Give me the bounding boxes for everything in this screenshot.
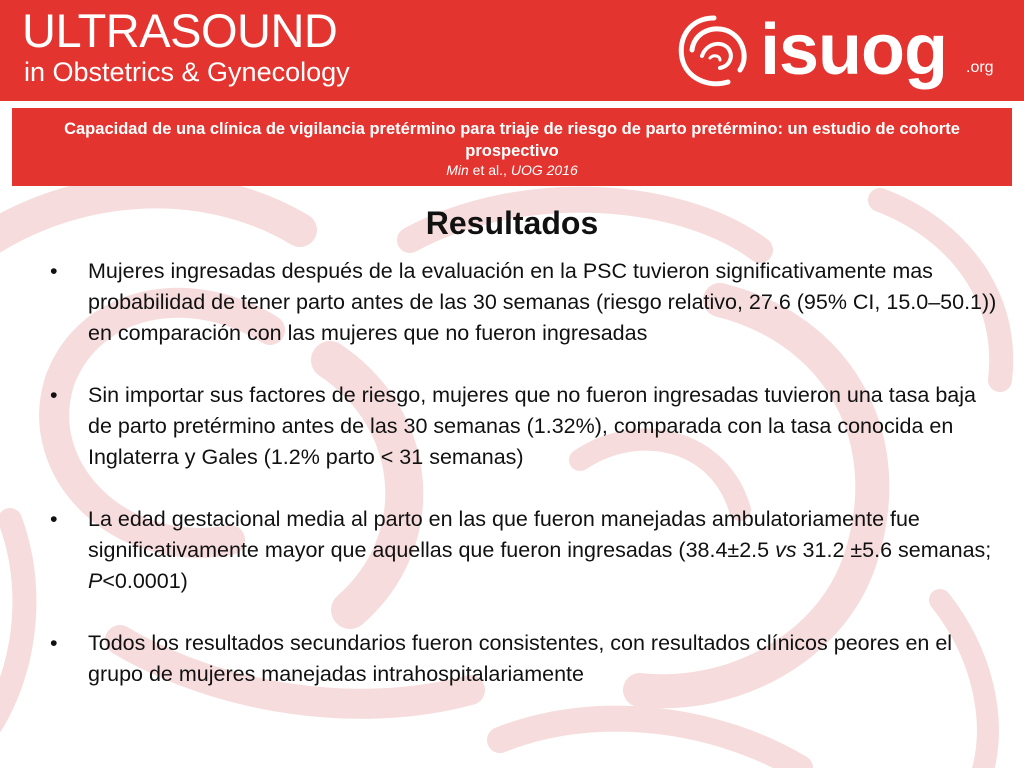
- bullet-text-vs: vs: [775, 538, 797, 562]
- bullet-marker: •: [50, 507, 58, 531]
- bullet-text: Mujeres ingresadas después de la evaluación en la PSC tuvieron significativamente mas probabilidad de tener parto antes de las 30 semanas (riesgo relativo, 27.6 (95% CI, 15.0–50.1)) en comparación con las mujeres que no fueron ingresadas: [88, 259, 997, 345]
- study-title: Capacidad de una clínica de vigilancia pretérmino para triaje de riesgo de parto pretérmino: un estudio de cohorte prospectivo: [64, 120, 960, 160]
- isuog-domain-suffix: .org: [966, 59, 994, 76]
- bullet-text-p: P: [88, 569, 103, 593]
- bullet-text: [88, 507, 991, 593]
- journal-header: [0, 0, 1024, 101]
- journal-title: ULTRASOUND: [22, 4, 338, 57]
- reference-author: Min: [446, 162, 469, 178]
- bullet-marker: •: [50, 631, 58, 655]
- bullet-text-part: 31.2 ±5.6 semanas;: [796, 538, 992, 562]
- isuog-swirl-icon: [672, 10, 756, 94]
- bullet-item: [48, 256, 998, 349]
- reference-journal: UOG 2016: [510, 162, 578, 178]
- bullet-marker: •: [50, 383, 58, 407]
- bullet-marker: •: [50, 259, 58, 283]
- journal-subtitle: in Obstetrics & Gynecology: [24, 57, 350, 87]
- citation-box: [12, 108, 1012, 186]
- bullet-item: [48, 380, 998, 473]
- isuog-logo: [672, 10, 1012, 94]
- bullet-text-part: <0.0001): [102, 569, 188, 593]
- results-bullet-list: [48, 256, 998, 690]
- bullet-text: Sin importar sus factores de riesgo, mujeres que no fueron ingresadas tuvieron una tasa baja de parto pretérmino antes de las 30 semanas (1.32%), comparada con la tasa conocida en Inglaterra y Gales (1.2% parto < 31 semanas): [88, 383, 976, 469]
- header-divider: [0, 101, 1024, 105]
- bullet-text-part: La edad gestacional media al parto en las que fueron manejadas ambulatoriamente fue significativamente mayor que aquellas que fueron ingresadas (38.4±2.5: [88, 507, 920, 562]
- bullet-item: [48, 628, 998, 690]
- isuog-wordmark: isuog: [760, 10, 947, 90]
- study-reference: [12, 162, 1012, 179]
- bullet-item: [48, 504, 998, 597]
- bullet-text: Todos los resultados secundarios fueron consistentes, con resultados clínicos peores en el grupo de mujeres manejadas intrahospitalariamente: [88, 631, 953, 686]
- reference-etal: et al.,: [468, 162, 511, 178]
- section-title: Resultados: [425, 205, 599, 241]
